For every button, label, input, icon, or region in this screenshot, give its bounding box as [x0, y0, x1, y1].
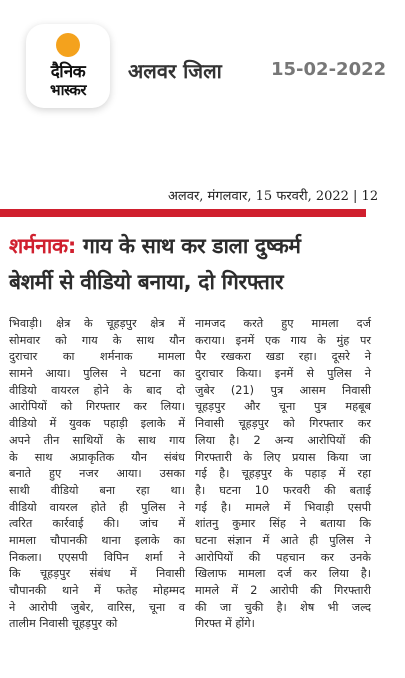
dateline: अलवर, मंगलवार, 15 फरवरी, 2022 | 12: [168, 189, 379, 204]
red-divider-bar: [0, 209, 366, 217]
headline-line1-text: गाय के साथ कर डाला दुष्कर्म: [75, 234, 301, 258]
article-text-line: साथी वीडियो बना रहा था।: [9, 483, 185, 497]
article-text-line: लिया है। 2 अन्य आरोपियों की: [195, 433, 371, 447]
article-text-line: गिरफ्तारी के लिए प्रयास किया जा: [195, 450, 371, 464]
logo-text-line2: भास्कर: [50, 81, 86, 99]
article-text-line: सोमवार को गाय के साथ यौन: [9, 333, 185, 347]
headline-line-1: [9, 228, 369, 264]
article-text-line: त्वरित कार्रवाई की। जांच में: [9, 517, 185, 531]
article-column-left: [9, 316, 185, 633]
article-text-line: भिवाड़ी। क्षेत्र के चूहड़पुर क्षेत्र में: [9, 317, 185, 330]
article-text-line: की जा चुकी है। शेष भी जल्द: [195, 600, 371, 614]
article-text-line: चूहड़पुर और चूना पुत्र महबूब: [195, 400, 371, 414]
article-text-line: सामने आया। पुलिस ने घटना का: [9, 367, 185, 381]
article-text-line: निकला। एएसपी विपिन शर्मा ने: [9, 550, 185, 564]
article-text-line: वीडियो वायरल होने के बाद दो: [9, 383, 185, 397]
article-column-right: [195, 316, 371, 633]
article-text-line: नामजद करते हुए मामला दर्ज: [195, 317, 371, 330]
headline-line-2: बेशर्मी से वीडियो बनाया, दो गिरफ्तार: [9, 270, 284, 294]
article-text-line: दुराचार का शर्मनाक मामला: [9, 350, 185, 364]
article-text-line: कि चूहड़पुर संबंध में निवासी: [9, 567, 185, 581]
article-text-line: के साथ अप्राकृतिक यौन संबंध: [9, 450, 185, 464]
article-text-line: तालीम निवासी चूहड़पुर को: [9, 617, 118, 631]
article-text-line: मामला चौपानकी थाना इलाके का: [9, 533, 185, 547]
logo-text-line1: दैनिक: [50, 62, 86, 82]
dainik-bhaskar-logo-icon[interactable]: [26, 24, 110, 108]
article-text-line: दुराचार किया। इनमें से पुलिस ने: [195, 367, 371, 381]
article-text-line: आरोपियों को गिरफ्तार कर लिया।: [9, 400, 185, 414]
district-title: अलवर जिला: [128, 59, 222, 83]
app-header: [0, 0, 405, 120]
article-text-line: पैर रखकरा खडा रहा। दूसरे ने: [195, 350, 371, 364]
sun-icon: [56, 33, 80, 57]
article-text-line: शांतनु कुमार सिंह ने बताया कि: [195, 517, 371, 531]
article-text-line: जुबेर (21) पुत्र आसम निवासी: [195, 383, 371, 397]
edition-date: 15-02-2022: [271, 59, 387, 80]
article-text-line: अपने तीन साथियों के साथ गाय: [9, 433, 185, 447]
headline-tag: शर्मनाक:: [9, 234, 76, 258]
article-text-line: बनाते हुए नजर आया। उसका: [9, 467, 185, 481]
article-text-line: कराया। इनमें एक गाय के मुंह पर: [195, 333, 371, 347]
article-text-line: गिरफ्त में होंगे।: [195, 617, 255, 631]
article-text-line: वीडियो में युवक पहाड़ी इलाके में: [9, 417, 185, 431]
article-text-line: घटना संज्ञान में आते ही पुलिस ने: [195, 533, 371, 547]
article-text-line: मामले में 2 आरोपी की गिरफ्तारी: [195, 584, 371, 597]
article-text-line: वीडियो वायरल होते ही पुलिस ने: [9, 500, 185, 514]
article-text-line: गई है। मामले में भिवाड़ी एसपी: [195, 500, 371, 514]
article-headline: [9, 228, 369, 300]
article-text-line: निवासी चूहड़पुर को गिरफ्तार कर: [195, 417, 371, 431]
article-text-line: चौपानकी थाने में फतेह मोहम्मद: [9, 584, 185, 597]
article-text-line: आरोपियों की पहचान कर उनके: [195, 550, 371, 564]
article-text-line: ने आरोपी जुबेर, वारिस, चूना व: [9, 600, 185, 614]
article-text-line: है। घटना 10 फरवरी की बताई: [195, 483, 371, 497]
article-text-line: गई है। चूहड़पुर के पहाड़ में रहा: [195, 467, 371, 481]
article-text-line: खिलाफ मामला दर्ज कर लिया है।: [195, 567, 371, 581]
